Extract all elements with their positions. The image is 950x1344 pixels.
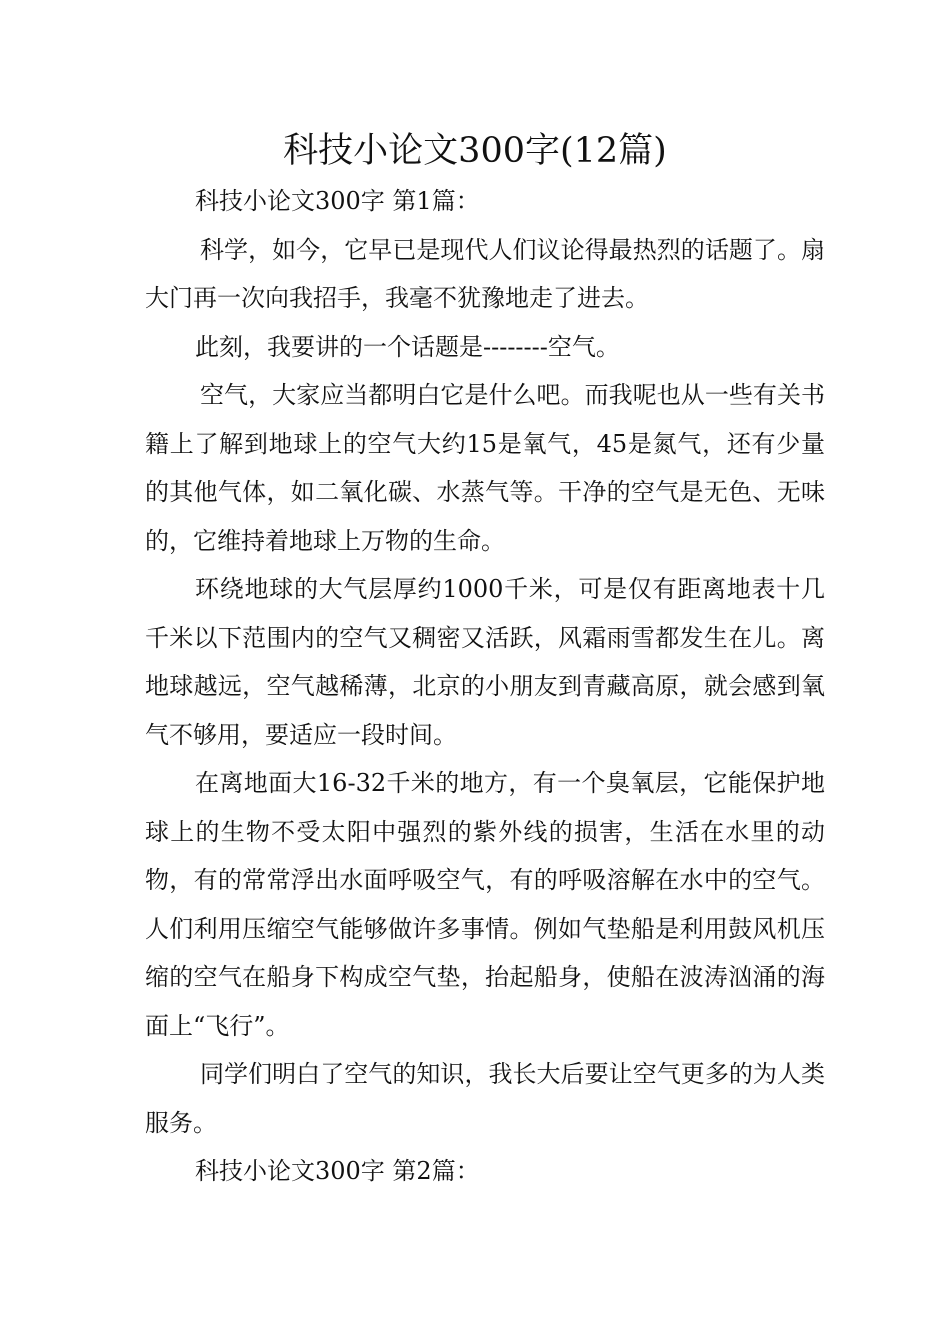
section-heading-2: 科技小论文300字 第2篇： [195, 1157, 480, 1185]
paragraph-intro: 科学，如今，它早已是现代人们议论得最热烈的话题了。扇大门再一次向我招手，我毫不犹豫地走了进去。 [145, 235, 825, 312]
paragraph-topic: 此刻，我要讲的一个话题是--------空气。 [195, 332, 620, 361]
paragraph-air-composition: 空气，大家应当都明白它是什么吧。而我呢也从一些有关书籍上了解到地球上的空气大约15是氧气，45是氮气，还有少量的其他气体，如二氧化碳、水蒸气等。干净的空气是无色、无味的，它维持着地球上万物的生命。 [145, 381, 825, 555]
paragraph-atmosphere: 环绕地球的大气层厚约1000千米，可是仅有距离地表十几千米以下范围内的空气又稠密又活跃，风霜雨雪都发生在儿。离地球越远，空气越稀薄，北京的小朋友到青藏高原，就会感到氧气不够用，要适应一段时间。 [145, 575, 825, 749]
document-title: 科技小论文300字(12篇) [283, 131, 667, 171]
document-body [145, 177, 825, 1196]
paragraph-ozone: 在离地面大16-32千米的地方，有一个臭氧层，它能保护地球上的生物不受太阳中强烈的紫外线的损害，生活在水里的动物，有的常常浮出水面呼吸空气，有的呼吸溶解在水中的空气。人们利用压缩空气能够做许多事情。例如气垫船是利用鼓风机压缩的空气在船身下构成空气垫，抬起船身，使船在波涛汹涌的海面上“飞行”。 [145, 769, 825, 1040]
section-heading-1: 科技小论文300字 第1篇： [195, 187, 480, 215]
paragraph-conclusion: 同学们明白了空气的知识，我长大后要让空气更多的为人类服务。 [145, 1060, 825, 1137]
